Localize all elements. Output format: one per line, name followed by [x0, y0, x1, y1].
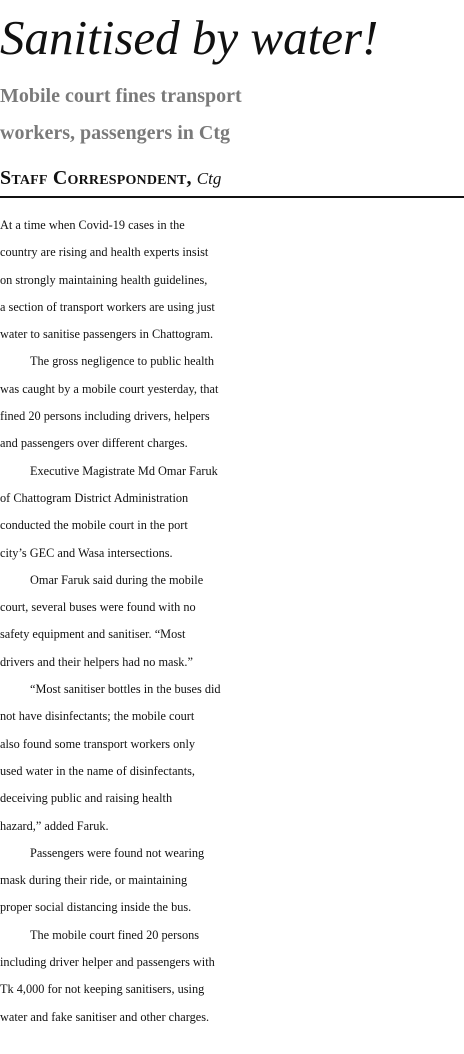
- article-body: [0, 212, 464, 1031]
- body-line: not have disinfectants; the mobile court: [0, 709, 195, 724]
- body-line: water and fake sanitiser and other charges.: [0, 1009, 210, 1024]
- body-line: hazard,” added Faruk.: [0, 818, 109, 833]
- byline-author: Staff Correspondent,: [0, 167, 192, 189]
- body-line: on strongly maintaining health guidelines,: [0, 272, 208, 287]
- body-line: Tk 4,000 for not keeping sanitisers, using: [0, 982, 205, 997]
- body-line: city’s GEC and Wasa intersections.: [0, 545, 173, 560]
- body-line: conducted the mobile court in the port: [0, 518, 188, 533]
- body-line: of Chattogram District Administration: [0, 490, 189, 505]
- body-line: At a time when Covid-19 cases in the: [0, 218, 185, 232]
- body-line: “Most sanitiser bottles in the buses did: [30, 682, 221, 697]
- headline: Sanitised by water!: [0, 10, 379, 65]
- subheadline-line: Mobile court fines transport: [0, 85, 242, 107]
- body-line: The mobile court fined 20 persons: [30, 927, 200, 942]
- body-line: and passengers over different charges.: [0, 436, 188, 451]
- subheadline-line: workers, passengers in Ctg: [0, 122, 230, 144]
- body-line: proper social distancing inside the bus.: [0, 900, 192, 915]
- body-line: a section of transport workers are using just: [0, 299, 215, 314]
- body-line: including driver helper and passengers with: [0, 955, 215, 970]
- byline: [0, 166, 464, 190]
- body-line: also found some transport workers only: [0, 736, 196, 751]
- body-line: water to sanitise passengers in Chattogram.: [0, 327, 214, 342]
- body-line: deceiving public and raising health: [0, 791, 173, 806]
- body-line: mask during their ride, or maintaining: [0, 873, 188, 888]
- body-line: safety equipment and sanitiser. “Most: [0, 627, 186, 642]
- byline-location: Ctg: [196, 169, 222, 188]
- body-line: was caught by a mobile court yesterday, that: [0, 381, 219, 396]
- body-line: The gross negligence to public health: [30, 354, 215, 369]
- body-line: used water in the name of disinfectants,: [0, 763, 195, 778]
- body-line: country are rising and health experts insist: [0, 245, 209, 260]
- body-line: court, several buses were found with no: [0, 600, 196, 615]
- body-line: Executive Magistrate Md Omar Faruk: [30, 463, 218, 478]
- body-line: fined 20 persons including drivers, helpers: [0, 409, 210, 424]
- body-line: Passengers were found not wearing: [30, 845, 205, 860]
- subheadline: [0, 78, 464, 152]
- body-line: drivers and their helpers had no mask.”: [0, 654, 193, 669]
- body-line: Omar Faruk said during the mobile: [30, 572, 204, 587]
- byline-divider: [0, 196, 464, 198]
